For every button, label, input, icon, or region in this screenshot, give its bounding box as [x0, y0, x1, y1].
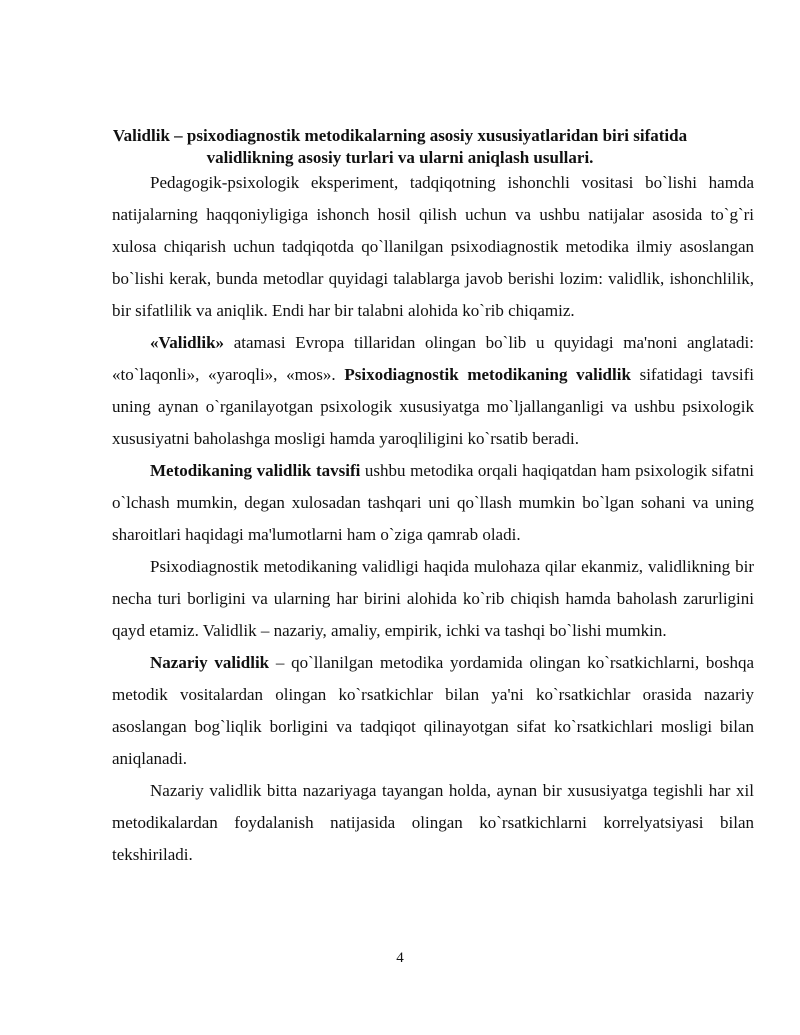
term-validlik: «Validlik»: [150, 333, 225, 352]
title-line-1: Validlik – psixodiagnostik metodikalarning asosiy xususiyatlaridan biri sifatida: [112, 126, 688, 145]
paragraph-5: [112, 647, 754, 775]
term-nazariy-validlik: Nazariy validlik: [150, 653, 270, 672]
document-body: [112, 167, 754, 871]
paragraph-1: Pedagogik-psixologik eksperiment, tadqiqotning ishonchli vositasi bo`lishi hamda natijalarning haqqoniyligiga ishonch hosil qilish uchun va ushbu natijalar asosida to`g`ri xulosa chiqarish uchun tadqiqotda qo`llanilgan psixodiagnostik metodika ilmiy asoslangan bo`lishi kerak, bunda metodlar quyidagi talablarga javob berishi lozim: validlik, ishonchlilik, bir sifatlilik va aniqlik. Endi har bir talabni alohida ko`rib chiqamiz.: [112, 173, 754, 320]
paragraph-4: Psixodiagnostik metodikaning validligi haqida mulohaza qilar ekanmiz, validlikning bir necha turi borligini va ularning har birini alohida ko`rib chiqish hamda baholash zarurligini qayd etamiz. Validlik – nazariy, amaliy, empirik, ichki va tashqi bo`lishi mumkin.: [112, 557, 754, 640]
paragraph-5-text: – qo`llanilgan metodika yordamida olingan ko`rsatkichlarni, boshqa metodik vositalardan olingan ko`rsatkichlar bilan ya'ni ko`rsatkichlar orasida nazariy asoslangan bog`liqlik borligini va tadqiqot qilinayotgan sifat ko`rsatkichlari mosligi bilan aniqlanadi.: [112, 653, 754, 768]
paragraph-3-text: ushbu metodika orqali haqiqatdan ham psixologik sifatni o`lchash mumkin, degan xulosadan tashqari uni qo`llash mumkin bo`lgan sohani va uning sharoitlari haqidagi ma'lumotlarni ham o`ziga qamrab oladi.: [112, 461, 754, 544]
document-title: [100, 125, 700, 169]
page-number: 4: [396, 950, 404, 966]
title-line-2: validlikning asosiy turlari va ularni aniqlash usullari.: [206, 148, 594, 167]
term-psixodiagnostik-validlik: Psixodiagnostik metodikaning validlik: [344, 365, 631, 384]
paragraph-6: Nazariy validlik bitta nazariyaga tayangan holda, aynan bir xususiyatga tegishli har xil metodikalardan foydalanish natijasida olingan ko`rsatkichlarni korrelyatsiyasi bilan tekshiriladi.: [112, 781, 754, 864]
paragraph-3: [112, 455, 754, 551]
paragraph-2-text-2: sifatidagi tavsifi uning aynan o`rganilayotgan psixologik xususiyatga mo`ljallanganligi va ushbu psixologik xususiyatni baholashga mosligi hamda yaroqliligini ko`rsatib beradi.: [112, 365, 754, 448]
paragraph-2: [112, 327, 754, 455]
paragraph-2-text-1: atamasi Evropa tillaridan olingan bo`lib u quyidagi ma'noni anglatadi: «to`laqonli», «yaroqli», «mos».: [112, 333, 754, 384]
term-validlik-tavsifi: Metodikaning validlik tavsifi: [150, 461, 361, 480]
